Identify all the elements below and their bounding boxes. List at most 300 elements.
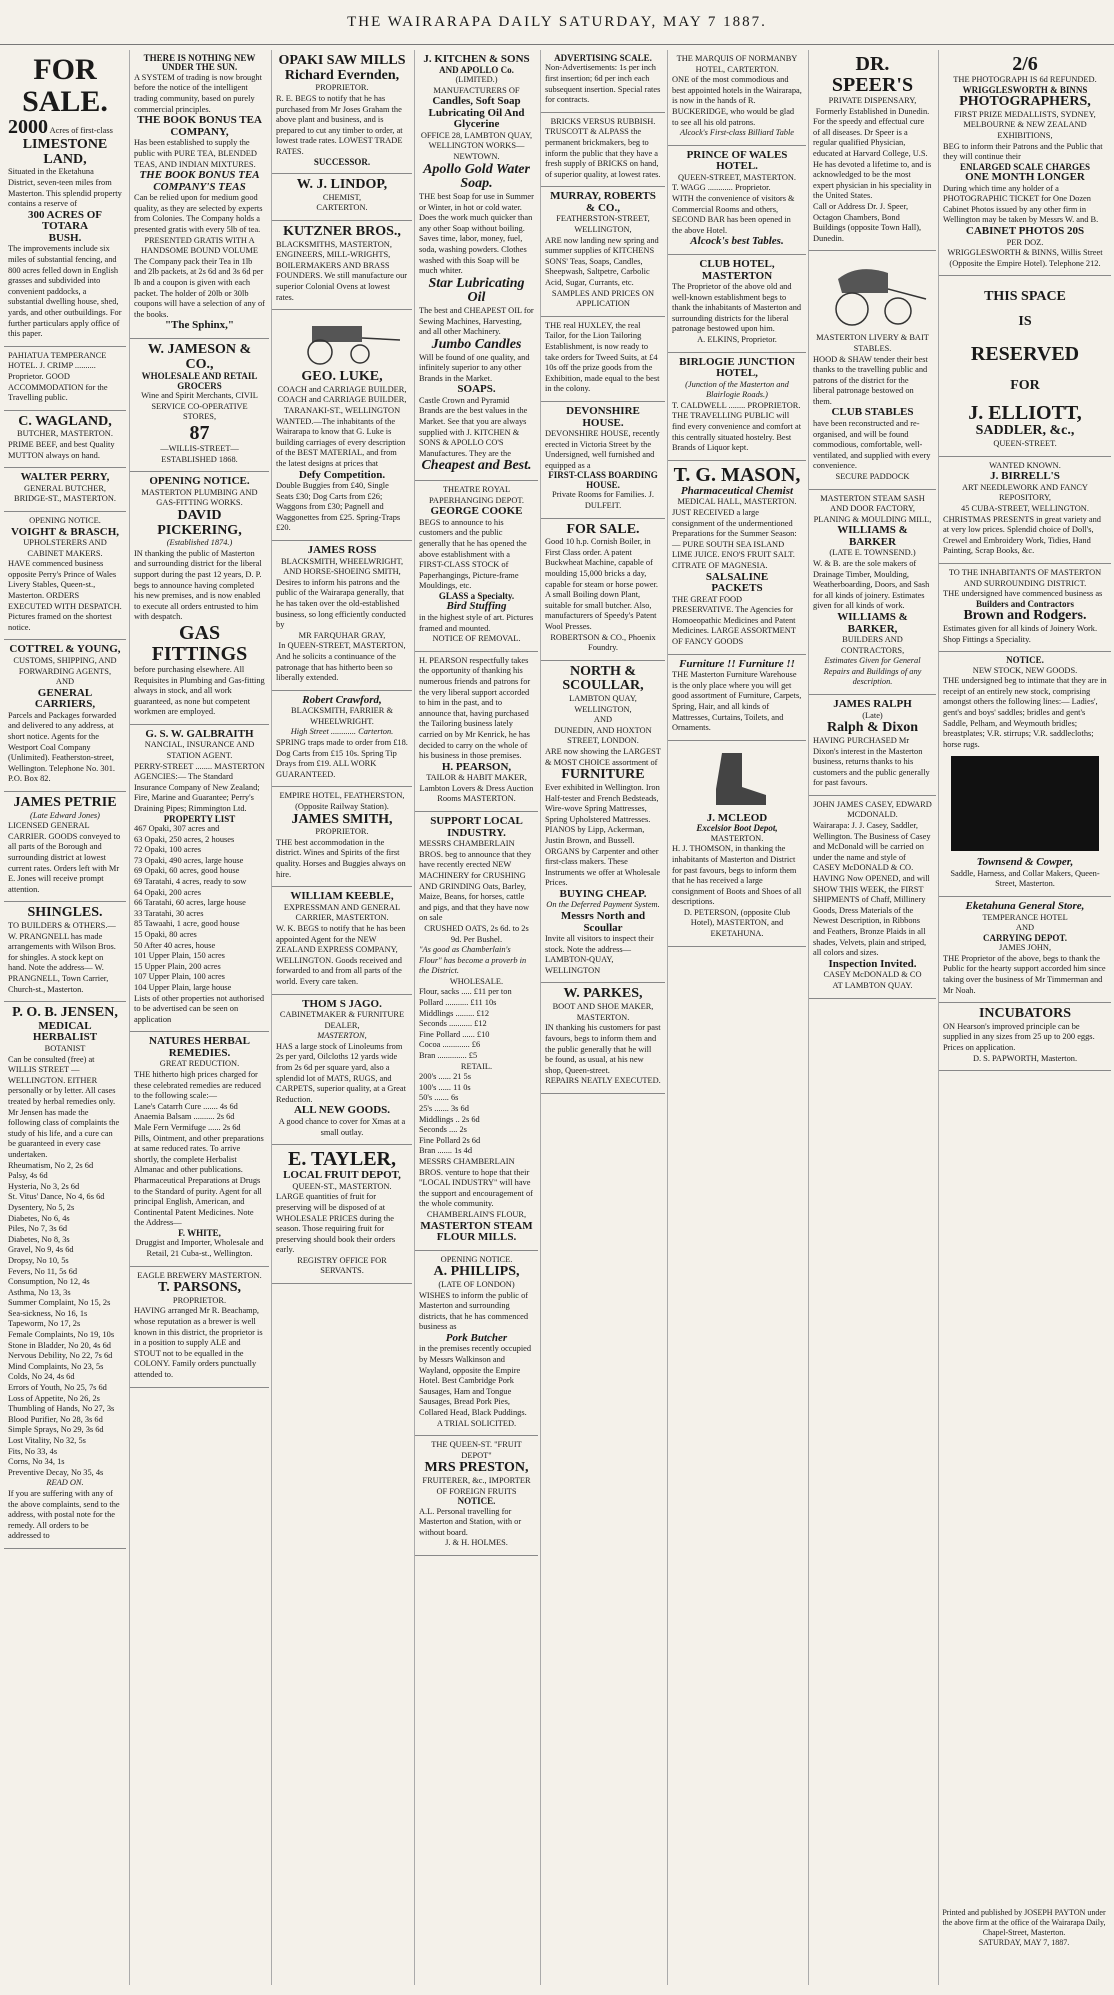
list-item: Sea-sickness, No 16, 1s [8,1308,88,1318]
ad-opaki-saw-mills [272,50,412,174]
ad-heading: NOTICE. [1006,655,1044,666]
ad-subheading: MEDICAL HERBALIST [32,1019,98,1044]
ad-heading: A. PHILLIPS, [433,1264,520,1280]
ad-body: HAVING Now OPENED, and will SHOW THIS WEEK, the FIRST SHIPMENTS of Chaff, Millinery Goods, Dress Materials of the Newest Description, in Ribbons and Feathers, Bronze Plaids in all shades, Velvets, plain and striped, all colors and sizes. [813,874,930,958]
list-item: 467 Opaki, 307 acres and [134,824,220,834]
list-item: Flour, sacks ..... £11 per ton [419,987,512,997]
ad-body: BLACKSMITHS, MASTERTON, ENGINEERS, MILL-WRIGHTS, BOILERMAKERS AND BRASS FOUNDERS. We still manufacture our superior Colonial Ovens at lowest rates. [276,239,408,302]
ad-label: OPENING NOTICE. [440,1254,513,1264]
ad-heading: WALTER PERRY, [20,471,110,484]
ad-parsons-brewery [130,1267,269,1388]
ad-subheading: LOCAL FRUIT DEPOT, [283,1169,401,1182]
ad-heading: Robert Crawford, [302,693,382,706]
list-item: St. Vitus' Dance, No 4, 6s 6d [8,1192,105,1202]
ad-subheading: BLACKSMITH, FARRIER & WHEELWRIGHT. [291,706,393,726]
ad-subheading: WHOLESALE AND RETAIL GROCERS [141,371,258,391]
ad-subheading: (Established 1874.) [166,538,233,548]
ad-tg-mason [668,461,806,655]
ad-heading: ADVERTISING SCALE. [554,53,652,63]
ad-body: in the premises recently occupied by Messrs Walkinson and Wayland, opposite the Empire Hotel. Best Cambridge Pork Sausages, Ham and Tongue Sausages, Bread Pork Pies, Collared Head, Black Puddings. [419,1344,532,1417]
list-item: Gravel, No 9, 4s 6d [8,1245,74,1255]
ad-subheading: ENLARGED SCALE CHARGES [959,161,1091,172]
ad-subheading: JOHN JAMES CASEY, EDWARD MCDONALD. [813,799,932,820]
ad-body: AGENCIES:— The Standard Insurance Company of New Zealand; Fire, Marine and Guarantee; Perry's Draining Pipes; Rimmington Ltd. [134,772,260,814]
ad-body: THE Proprietor of the above, begs to thank the Public for the hearty support accorded him since taking over the business of Mr Timmerman and Mr Noah. [943,953,1106,995]
ad-subheading: Builders and Contractors [975,598,1074,609]
ad-geo-luke [272,310,412,541]
ad-body: GENERAL BUTCHER, BRIDGE-ST., MASTERTON. [13,483,116,504]
ad-subheading: BOOT AND SHOE MAKER, MASTERTON. [552,1002,654,1022]
buggy-illustration [818,259,928,329]
ad-subheading: FEATHERSTON-STREET, WELLINGTON, [556,214,650,235]
ad-heading: CABINET PHOTOS 20S [965,225,1085,238]
ad-casey-mcdonald [809,796,936,999]
ad-heading: ONE MONTH LONGER [965,171,1085,184]
ad-heading: Bird Stuffing [446,600,507,613]
ad-subheading: 45 CUBA-STREET, WELLINGTON. [961,504,1089,514]
ad-body: PRIME BEEF, and best Quality MUTTON always on hand. [8,439,115,460]
list-item: Summer Complaint, No 15, 2s [8,1298,111,1308]
ad-subheading: Saddle, Harness, and Collar Makers, Queen-Street, Masterton. [950,868,1100,889]
ad-subheading: A TRIAL SOLICITED. [436,1418,517,1428]
ad-heading: THERE IS NOTHING NEW UNDER THE SUN. [143,53,256,73]
ad-body: THE GREAT FOOD PRESERVATIVE. The Agencies for Homoeopathic Medicines and Patent Medicines. LARGE ASSORTMENT OF FANCY GOODS [672,594,796,647]
printer-imprint [938,1908,1110,1948]
ad-body: BEGS to announce to his customers and the public generally that he has opened the above establishment with a FIRST-CLASS STOCK of Paperhangings, Picture-frame Mouldings, etc. [419,517,527,591]
ad-body: Estimates Given for General Repairs and Buildings of any description. [823,656,922,687]
list-item: Piles, No 7, 3s 6d [8,1224,68,1234]
ad-body: And he solicits a continuance of the patronage that has hitherto been so liberally extended. [276,651,397,683]
ad-subheading: Inspection Invited. [828,957,917,970]
ad-subheading: TAILOR & HABIT MAKER, Lambton Lovers & Dress Auction Rooms MASTERTON. [419,773,534,804]
list-item: 73 Opaki, 490 acres, large house [134,855,244,865]
list-item: Thumbling of Hands, No 27, 3s [8,1404,115,1414]
ad-subheading: CARTERTON. [316,203,368,213]
ad-body: WANTED.—The inhabitants of the Wairarapa to know that G. Luke is building carriages of every description of the BEST MATERIAL, and from the latest designs at prices that [276,416,406,468]
ad-body: Has been established to supply the public with PURE TEA, BLENDED TEAS, AND INDIAN MIXTURES. [134,138,257,169]
ad-livery-stables [809,251,936,489]
ad-body: Desires to inform his patrons and the public of the Wairarapa generally, that he has taken over the old-established business, so long efficiently conducted by [276,577,406,630]
ad-heading: THOM S JAGO. [302,997,382,1010]
ad-heading: GAS FITTINGS [151,621,248,665]
ad-body: ARE now landing new spring and summer supplies of KITCHENS SONS' Teas, Soaps, Candles, Sheepwash, Saltpetre, Carbolic Acid, Sugar, Currants, etc. [545,235,659,288]
ad-body: HAVING arranged Mr R. Beachamp, whose reputation as a brewer is well known in this district, the proprietor is in a position to supply ALE and STOUT not to be equalled in the COLONY. Family orders punctually attended to. [134,1306,263,1380]
ad-label: (LATE OF LONDON) [438,1279,515,1289]
ad-heading: Furniture !! Furniture !! [679,657,795,670]
boot-illustration [702,749,772,809]
ad-subheading: FIRST PRIZE MEDALLISTS, SYDNEY, MELBOURNE & NEW ZEALAND EXHIBITIONS, [954,109,1096,140]
ad-subheading: GREAT REDUCTION. [159,1059,240,1069]
ad-heading: VOIGHT & BRASCH, [10,525,120,538]
ad-subheading: EXPRESSMAN AND GENERAL CARRIER, MASTERTON. [283,902,401,923]
ad-subheading: TEMPERANCE HOTEL [982,912,1068,922]
ad-for-sale-boiler [541,519,665,661]
column-3 [271,50,412,1985]
ad-subheading: CRUSHED OATS, 2s 6d. to 2s 9d. Per Bushel. [424,923,529,944]
list-item: Asthma, No 13, 3s [8,1287,71,1297]
ad-heading: JAMES SMITH, [291,811,393,827]
ad-birrell [939,457,1111,564]
ad-subheading: MEDICAL HALL, MASTERTON. [677,497,797,507]
list-item: Diabetes, No 6, 4s [8,1213,70,1223]
list-item: Rheumatism, No 2, 2s 6d [8,1160,94,1170]
ad-murray-roberts [541,187,665,316]
ad-heading: T. G. MASON, [673,463,801,486]
ad-heading: J. KITCHEN & SONS [423,53,530,65]
ad-heading: GEO. LUKE, [301,369,383,385]
list-item: Hysteria, No 3, 2s 6d [8,1181,80,1191]
ad-subheading: (Late Edward Jones) [30,810,100,820]
ad-label: PROPRIETOR. [315,83,369,93]
ad-subheading: NOTICE. [457,1496,496,1507]
ad-subheading: (Opposite Railway Station). [295,802,389,812]
ad-huxley [541,317,665,402]
list-item: Pollard ........... £11 10s [419,998,497,1008]
ad-subheading: PRIVATE DISPENSARY, Formerly Established in Dunedin. [815,96,930,116]
ad-body: MESSRS CHAMBERLAIN BROS. beg to announce that they have recently erected NEW MACHINERY for CRUSHING AND GRINDING Oats, Barley, Maize, Beans, for horses, cattle and pigs, and that they have now on sale [419,839,532,923]
ad-body: IN thanking the public of Masterton and surrounding district for the liberal support during the past 12 years, D. P. begs to announce having completed his new premises, and is now enabled to execute all orders entrusted to him with despatch. [134,548,262,622]
list-item: Blood Purifier, No 28, 3s 6d [8,1414,103,1424]
ad-body: Pills, Ointment, and other preparations at same reduced rates. To arrive shortly, the complete Herbalist Almanac and other publications. Pharmaceutical Preparations at Drugs to the Standard of purity. Agent for all principal English, American, and Continental Patent Medicines. Note the Address— [134,1133,264,1228]
ad-subheading: NEW STOCK, NEW GOODS. [972,665,1078,675]
ad-heading: W. JAMESON & CO., [147,341,252,372]
ad-label: PROPRIETOR. [315,827,369,837]
ad-advertising-scale [541,50,665,113]
ad-body: HAVING PURCHASED Mr Dixon's interest in the Masterton business, returns thanks to his customers and the public generally for past favours. [813,735,930,788]
ad-body: MESSRS CHAMBERLAIN BROS. venture to hope that their "LOCAL INDUSTRY" will have the support and encouragement of the whole community. [419,1156,533,1209]
ad-pearson [415,652,538,812]
ad-townsend-cowper [939,652,1111,897]
ad-club-hotel [668,255,806,353]
ad-heading: Brown and Rodgers. [963,608,1087,624]
ad-body: JUST RECEIVED a large consignment of the undermentioned Preparations for the Summer Season:— PURE SOUTH SEA ISLAND LIME JUICE. ENO'S FRUIT SALT. CITRATE OF MAGNESIA. [672,508,797,570]
ad-body: D. PETERSON, (opposite Club Hotel), MASTERTON, and EKETAHUNA. [683,907,791,939]
ad-heading: Apollo Gold Water Soap. [423,161,530,192]
ad-subheading: MR FARQUHAR GRAY, [298,630,386,640]
list-item: Seconds .... 2s [419,1125,467,1135]
ad-heading: KUTZNER BROS., [283,223,401,239]
ad-subheading: QUEEN-STREET. [993,439,1057,449]
carriage-illustration [282,318,402,366]
ad-body: THE Masterton Furniture Warehouse is the only place where you will get good assortment of Furniture, Carpets, Spring, Hair, and all kinds of Mattresses, Curtains, Toilets, and Ornaments. [672,670,802,733]
ad-subheading: LAMBTON QUAY, WELLINGTON, [569,694,637,714]
ad-subheading: Pharmaceutical Chemist [680,484,794,497]
ad-body: PAHIATUA TEMPERANCE HOTEL. J. CRIMP .......... Proprietor. GOOD ACCOMMODATION for the Travelling public. [8,350,108,403]
ad-heading: FOR SALE. [566,521,640,537]
ad-jameson [130,339,269,472]
ad-body: A. ELKINS, Proprietor. [697,335,777,345]
ad-dr-speer [809,50,936,251]
ad-voight-brasch [4,512,126,640]
ad-subheading: Excelsior Boot Depot, [696,823,778,834]
ad-heading: OPAKI SAW MILLS [278,53,406,68]
ad-body: SPRING traps made to order from £18. Dog Carts from £15 10s. Spring Tip Drays from £19. ALL WORK GUARANTEED. [276,738,408,779]
ad-body: H. PEARSON respectfully takes the opportunity of thanking his numerous friends and patrons for the very liberal support accorded to him in the past, and to announce that, having purchased the Tailoring business lately carried on by Mr Kenrick, he has decided to carry on the whole of his business in those premises. [419,655,531,761]
ad-body: TO BUILDERS & OTHERS.—W. PRANGNELL has made arrangements with Wilson Bros. for shingles. A stock kept on hand. Note the address— W. PRANGNELL, Town Carrier, Church-st., Masterton. [8,921,116,994]
ad-subheading: WRIGGLESWORTH & BINNS [962,84,1088,95]
ad-body: "As good as Chamberlain's Flour" has become a proverb in the District. [419,945,527,976]
ad-north-scoullar [541,661,665,984]
ad-subheading: GLASS a Specialty. [438,591,515,602]
ad-body: J. & H. HOLMES. [445,1538,508,1548]
ad-label: OPENING NOTICE. [29,515,101,525]
ad-heading: FURNITURE [561,767,645,783]
list-item: Seconds ........... £12 [419,1019,487,1029]
ad-body: IN thanking his customers for past favours, begs to inform them and the public generally that he will be found, as usual, at his new shop, Queen-street. [545,1023,661,1075]
ad-james-ralph [809,695,936,796]
ad-body: DEVONSHIRE HOUSE, recently erected in Victoria Street by the Undersigned, well furnished and equipped as a [545,429,660,470]
ad-body: Can be relied upon for medium good quality, as they are selected by experts from Colonies. The Company holds a presented gratis with every 5lb of tea. [134,193,263,234]
ad-body: ONE of the most commodious and best appointed hotels in the Wairarapa, is now in the hands of R. BUCKERIDGE, who would be glad to see all his old patrons. [672,75,802,127]
ad-number: 87 [189,421,210,444]
ad-body: The Company pack their Tea in 1lb and 2lb packets, at 2s 6d and 3s 6d per lb and a coupon is given with each packet. The holder of 20lb or 30lb coupons will have a selection of any of the books. [134,256,265,319]
ad-heading: MRS PRESTON, [424,1460,529,1476]
column-5 [540,50,665,1985]
ad-perry [4,468,126,512]
ad-book-bonus-tea [130,50,269,339]
list-item: Preventive Decay, No 35, 4s [8,1467,104,1477]
ad-blairlogie-hotel [668,353,806,461]
ad-heading: C. WAGLAND, [18,413,112,429]
ad-body: Situated in the Eketahuna District, seven-teen miles from Masterton. This splendid property contains a reserve of [8,167,122,209]
ad-body: THE best accommodation in the district. Wines and Spirits of the first quality. Horses and Buggies always on hire. [276,837,406,879]
ad-marquis-normanby [668,50,806,146]
ad-body: H. J. THOMSON, in thanking the inhabitants of Masterton and District for past favours, begs to inform them that he has received a large consignment of Boots and Shoes of all descriptions. [672,844,802,907]
masthead: THE WAIRARAPA DAILY SATURDAY, MAY 7 1887. [0,0,1114,45]
list-item: 100's ...... 11 0s [419,1082,471,1092]
wholesale-price-list [419,987,534,1061]
ad-body: have been reconstructed and re-organised, and will be found commodious, comfortable, well-ventilated, and supplied with every convenience. [813,419,931,471]
ad-body: Wairarapa: J. J. Casey, Saddler, Wellington. The Business of Casey and McDonald will be carried on under the name and style of CASEY McDONALD & CO. [813,821,931,873]
price-line: Male Fern Vermifuge ...... 2s 6d [134,1123,241,1133]
ad-lindop-chemist [272,174,412,221]
list-item: Tapeworm, No 17, 2s [8,1319,81,1329]
list-item: 33 Taratahi, 30 acres [134,908,204,918]
ad-label: SAMPLES AND PRICES ON APPLICATION [551,288,655,309]
ad-heading: THIS SPACE [984,289,1066,305]
column-6 [667,50,806,1985]
list-item: Bran ....... 1s 4d [419,1146,473,1156]
ad-subheading: RETAIL. [460,1061,493,1071]
ad-subheading: QUEEN-STREET, MASTERTON. [677,172,797,182]
saddle-illustration [951,756,1099,851]
ad-heading: INCUBATORS [978,1006,1072,1022]
list-item: Middlings ......... £12 [419,1008,490,1018]
list-item: Cocoa ............. £6 [419,1040,481,1050]
ad-subheading: CHAMBERLAIN'S FLOUR, [426,1209,527,1219]
ad-subheading: 300 ACRES OF TOTARA [28,208,102,233]
ad-body: Druggist and Importer, Wholesale and Retail, 21 Cuba-st., Wellington. [135,1238,264,1258]
ad-subheading: PROPERTY LIST [163,813,236,824]
ad-incubators [939,1003,1111,1071]
ad-subheading: MASTERTON. [710,833,764,843]
ad-subheading: BLACKSMITH, WHEELWRIGHT, AND HORSE-SHOEING SMITH, [280,556,404,577]
ad-heading: J. BIRRELL'S [990,470,1060,483]
ad-subheading: (Junction of the Masterton and Blairlogie Roads.) [685,379,789,400]
list-item: Mind Complaints, No 23, 5s [8,1361,104,1371]
ad-subheading: QUEEN-ST., MASTERTON. [292,1181,392,1191]
ad-williams-barker [809,490,936,696]
ad-body: T. WAGG ............ Proprietor. [672,183,771,193]
column-2 [129,50,269,1985]
ad-heading: BUYING CHEAP. [559,887,647,900]
ad-heading: THE MARQUIS OF NORMANBY HOTEL, CARTERTON. [676,54,798,74]
ad-body: R. E. BEGS to notify that he has purchased from Mr Joses Graham the above plant and business, and is prepared to cut any timber to order, at lowest trade rates. LOWEST TRADE RATES. [276,93,403,156]
ad-heading: DEVONSHIRE HOUSE. [566,404,640,429]
list-item: 69 Taratahi, 4 acres, ready to sow [134,877,247,887]
ad-thomas-jago [272,995,412,1146]
ad-chamberlain [415,812,538,1251]
ad-body: ROBERTSON & CO., Phoenix Foundry. [550,632,656,653]
ad-heading: TO THE INHABITANTS OF MASTERTON AND SURROUNDING DISTRICT. [948,568,1102,588]
price-line: Lane's Catarrh Cure ....... 4s 6d [134,1101,238,1111]
list-item: Palsy, 4s 6d [8,1171,48,1181]
ad-heading: MURRAY, ROBERTS & CO., [550,190,656,214]
price-line: Anaemia Balsam .......... 2s 6d [134,1112,235,1122]
list-item: 104 Upper Plain, large house [134,982,232,992]
ad-heading: JAMES PETRIE [13,794,117,810]
ad-body: During which time any holder of a PHOTOGRAPHIC TICKET for One Dozen Cabinet Photos issued by any other firm in Wellington may be taken by Messrs W. and B. [943,183,1099,225]
ad-heading: BIRLOGIE JUNCTION HOTEL, [679,355,795,380]
column-4 [414,50,538,1985]
ad-body: Estimates given for all kinds of Joinery Work. Shop Fittings a Speciality. [943,623,1098,644]
ad-body: CHRISTMAS PRESENTS in great variety and at very low prices. Splendid choice of Doll's, Crewel and Embroidery Work, Tidies, Hand Painting, Scrap Books, &c. [943,514,1101,556]
list-item: Consumption, No 12, 4s [8,1277,90,1287]
ad-subheading: F. WHITE, [178,1227,221,1238]
ad-body: WITH the convenience of visitors & Commercial Rooms and others, SECOND BAR has been opened in the above Hotel. [672,194,795,235]
ad-body: AT LAMBTON QUAY. [832,980,913,990]
ad-james-petrie [4,792,126,902]
ad-heading: WILLIAMS & BARKER, [837,611,908,635]
ad-parkes [541,983,665,1093]
list-item: Stone in Bladder, No 20, 4s 6d [8,1340,111,1350]
ad-label: MANUFACTURERS OF [433,85,520,95]
list-item: Colds, No 24, 4s 6d [8,1372,75,1382]
ad-heading: PHOTOGRAPHERS, [959,94,1091,110]
list-item: 101 Upper Plain, 150 acres [134,951,225,961]
ad-subheading: NOTICE OF REMOVAL. [432,634,521,644]
ad-subheading: GENERAL CARRIERS, [34,686,96,711]
ad-heading: JAMES RALPH [833,698,912,711]
ad-empire-hotel [272,787,412,887]
ad-body: Good 10 h.p. Cornish Boiler, in First Class order. A patent Buckwheat Machine, capable of moulding 15,000 bricks a day, capable for steam or horse power. A small Boiling down Plant, suitable for small butcher. Also, manufacturers of Speedy's Patent Wool Presses. [545,537,659,631]
ad-subheading: Defy Competition. [298,468,386,481]
ad-devonshire-house [541,402,665,519]
property-list [134,824,265,994]
ad-subheading: "The Sphinx," [164,319,235,332]
column-1 [4,50,126,1985]
ad-subheading: BUTCHER, MASTERTON. [17,429,113,439]
ad-subheading: CARRYING DEPOT. [982,932,1068,943]
ad-heading: NORTH & SCOULLAR, [562,663,644,694]
ad-body: Lists of other properties not authorised to be advertised can be seen on application [134,993,265,1024]
ad-heading: W. J. LINDOP, [296,176,388,192]
ad-body: A.L. Personal travelling for Masterton and Station, with or without board. [419,1506,522,1537]
ad-pickering [130,472,269,725]
ad-heading: Townsend & Cowper, [976,856,1074,869]
ad-body: ARE now showing the LARGEST & MOST CHOICE assortment of [545,747,661,767]
ad-heading: Cheapest and Best. [421,458,532,474]
ad-heading: T. PARSONS, [157,1280,242,1296]
ad-body: ON Hearson's improved principle can be supplied in any sizes from 25 up to 200 eggs. Prices on application. [943,1021,1095,1053]
ad-body: CASEY McDONALD & CO [823,970,922,980]
ad-subheading: ART NEEDLEWORK AND FANCY REPOSITORY, [962,482,1088,503]
ad-body: High Street ............ Carterton. [290,727,394,737]
ad-number: 2000 [8,116,48,138]
ad-phillips [415,1251,538,1437]
ad-subheading: BUSH. [48,231,82,244]
list-item: 69 Opaki, 60 acres, good house [134,866,240,876]
ad-body: WISHES to inform the public of Masterton and surrounding districts, that he has commenced business as [419,1290,529,1332]
ad-robert-crawford [272,691,412,788]
ad-heading: RESERVED [970,342,1080,365]
ad-heading: DR. SPEER'S [831,53,914,96]
list-item: 50 After 40 acres, house [134,940,216,950]
ad-body: T. CALDWELL ........ PROPRIETOR. [672,400,801,410]
ad-heading: COTTREL & YOUNG, [9,643,121,656]
ad-body: THE best Soap for use in Summer or Winter, in hot or cold water. Does the work much quicker than any other Soap without boiling. Saves time, labor, money, fuel, soda, washing powders. Clothes washed with this Soap will be much whiter. [419,191,534,276]
ad-subheading: REGISTRY OFFICE FOR SERVANTS. [297,1255,387,1276]
ad-natures-remedies [130,1032,269,1266]
ad-subheading: TARANAKI-ST., WELLINGTON [283,405,401,415]
ad-subheading: REPAIRS NEATLY EXECUTED. [545,1076,661,1086]
ad-subheading: SUCCESSOR. [313,156,371,167]
ad-subheading: CABINETMAKER & FURNITURE DEALER, [279,1010,405,1030]
list-item: Female Complaints, No 19, 10s [8,1330,115,1340]
list-item: 25's ....... 3s 6d [419,1104,469,1113]
ad-heading: NATURES HERBAL REMEDIES. [149,1035,250,1059]
retail-price-list [419,1072,534,1157]
ad-heading: SUPPORT LOCAL INDUSTRY. [430,815,523,839]
ad-heading: WILLIAM KEEBLE, [290,890,394,903]
ad-heading: J. ELLIOTT, [968,402,1082,425]
ad-subheading: FIRST-CLASS BOARDING HOUSE. [548,470,658,490]
ad-brown-rodgers [939,564,1111,652]
ad-body: W. & B. are the sole makers of Drainage Timber, Moulding, Weatherboarding, Doors, and Sash for all kinds of joinery. Estimates given for all kinds of work. [813,559,930,611]
ad-body: ESTABLISHED 1868. [161,454,238,464]
ad-shingles [4,902,126,1002]
ad-subheading: MASTERTON STEAM SASH AND DOOR FACTORY, PLANING & MOULDING MILL, [813,493,932,524]
list-item: Fine Pollard ...... £10 [419,1029,490,1039]
ad-heading: JAMES ROSS [307,544,377,557]
ad-body: Double Buggies from £40, Single Seats £30; Dog Carts from £26; Waggons from £30; Pagnell and Waggonettes from £25. Spring-Traps £20. [276,481,401,533]
ad-subheading: COACH and CARRIAGE BUILDER, COACH and CARRIAGE BUILDER, [277,384,407,405]
column-7 [808,50,936,1985]
ad-jensen-herbalist [4,1002,126,1549]
ad-subheading: AND APOLLO Co. [439,64,514,75]
ad-label: AND [55,677,75,687]
list-item: 64 Opaki, 200 acres [134,887,201,897]
ad-subheading: UPHOLSTERERS AND CABINET MAKERS. [23,538,107,558]
ad-heading: THE BOOK BONUS TEA COMPANY'S TEAS [139,169,260,193]
ad-subheading: THE QUEEN-ST. "FRUIT DEPOT" [431,1440,522,1460]
ad-subheading: MASTERTON, [317,1031,367,1041]
ad-subheading: PRESENTED GRATIS WITH A HANDSOME BOUND VOLUME [140,235,259,256]
ad-body: TRUSCOTT & ALPASS the permanent brickmakers, beg to inform the public that they have a fresh supply of BRICKS on hand, of superior quality, at lowest rates. [545,127,661,179]
ad-subheading: Alcock's First-class Billiard Table [680,128,794,138]
ad-heading: CLUB HOTEL, MASTERTON [699,257,775,282]
list-item: Middlings .. 2s 6d [419,1114,480,1124]
ad-body: Non-Advertisements: 1s per inch first insertion; 6d per inch each subsequent insertion. Special rates for contracts. [545,63,661,105]
ad-subheading: SADDLER, &c., [975,423,1075,439]
ad-subheading: BUILDERS AND CONTRACTORS, [840,635,905,655]
ad-heading: FOR SALE. [22,53,108,118]
imprint-text: Printed and published by JOSEPH PAYTON under the above firm at the office of the Wairarapa Daily, Chapel-Street, Masterton. [942,1908,1106,1937]
ad-body: A SYSTEM of trading is now brought before the notice of the intelligent trading community, based on purely commercial principles. [134,72,262,114]
ad-wrigglesworth-binns [939,50,1111,276]
ad-heading: P. O. B. JENSEN, [12,1005,118,1021]
ad-temperance-hotel [4,347,126,411]
